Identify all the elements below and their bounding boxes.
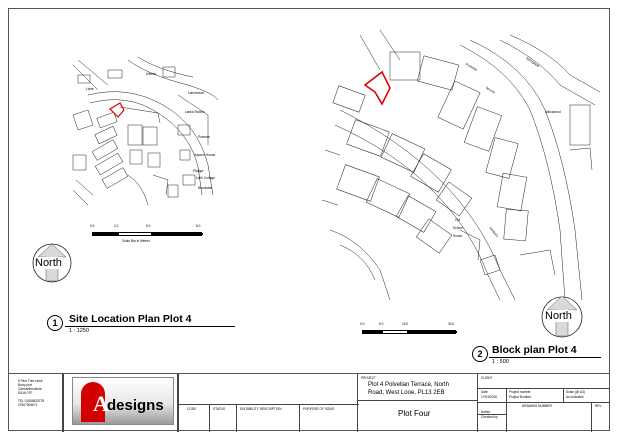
scale-label: Scale (@ A3) bbox=[566, 390, 585, 394]
view-number: 1 bbox=[52, 318, 58, 328]
scale-tick-label: 30.0 bbox=[448, 322, 455, 326]
scale-tick-label: 2.0 bbox=[114, 224, 119, 228]
scale-tick-label: 0.0 bbox=[360, 322, 365, 326]
project-number-value: Project Number bbox=[509, 395, 532, 399]
scale-tick-label: 0.0 bbox=[90, 224, 95, 228]
scale-tick-label: 8.0 bbox=[196, 224, 201, 228]
map-label: Haymor House bbox=[194, 153, 216, 157]
drawing-number-label: DRAWING NUMBER bbox=[522, 404, 552, 408]
view-title: Block plan Plot 4 bbox=[492, 344, 577, 356]
view-title-block bbox=[472, 343, 607, 371]
view-number: 2 bbox=[477, 349, 483, 359]
block-plan-map bbox=[320, 30, 600, 300]
column-header: CODE bbox=[187, 407, 197, 411]
scale-caption: Scale Bar in Metres bbox=[122, 239, 150, 243]
logo-cell bbox=[63, 374, 178, 432]
view-number-badge bbox=[47, 315, 63, 331]
site-scale-bar bbox=[90, 224, 220, 249]
map-label: School bbox=[453, 226, 463, 230]
drawing-name: Plot Four bbox=[398, 409, 431, 418]
address-line: 6 Pine Tree close bbox=[18, 379, 43, 383]
view-title-site bbox=[47, 313, 247, 343]
map-label: Kenbury bbox=[488, 226, 500, 238]
site-boundary-outline bbox=[110, 103, 124, 117]
map-label: Old bbox=[455, 218, 460, 222]
map-label: Alberta bbox=[146, 72, 157, 76]
block-plan-map-drawing bbox=[320, 30, 600, 300]
north-label: North bbox=[35, 257, 62, 269]
date-value: 17/04/2026 bbox=[481, 395, 497, 399]
client-label: CLIENT bbox=[481, 376, 493, 380]
address-cell bbox=[8, 374, 63, 432]
map-label: Brookside bbox=[198, 186, 213, 190]
column-header: SUITABILITY DESCRIPTION bbox=[240, 407, 282, 411]
logo-letter: A bbox=[93, 391, 109, 416]
author-label: Author bbox=[481, 410, 491, 414]
block-scale-bar bbox=[360, 322, 470, 342]
map-label: House bbox=[453, 234, 463, 238]
map-label: Leith Cottage bbox=[196, 176, 215, 180]
client-cell bbox=[478, 374, 610, 432]
logo-text: designs bbox=[107, 397, 164, 414]
project-number-label: Project number bbox=[509, 390, 531, 394]
map-label: Polmore bbox=[198, 135, 210, 139]
project-line: Road, West Looe, PL13 2EB bbox=[368, 390, 445, 396]
view-scale: 1 : 1250 bbox=[69, 328, 89, 334]
title-block bbox=[8, 373, 610, 432]
phone-line: 07507504671 bbox=[18, 403, 38, 407]
column-header: STATUS bbox=[213, 407, 226, 411]
project-cell bbox=[358, 374, 478, 432]
phone-line: TEL 01554833725 bbox=[18, 399, 45, 403]
map-label: Allmawood bbox=[545, 110, 561, 114]
address-line: Burry port bbox=[18, 383, 32, 387]
site-location-map bbox=[68, 55, 228, 215]
rev-label: REV bbox=[595, 404, 602, 408]
map-label: Latchmead bbox=[188, 91, 204, 95]
map-label: Springfield bbox=[525, 56, 540, 68]
date-label: Date bbox=[481, 390, 488, 394]
view-scale: 1 : 500 bbox=[492, 359, 509, 365]
column-header: PURPOSE OF ISSUE bbox=[303, 407, 335, 411]
scale-value: As indicated bbox=[566, 395, 584, 399]
company-logo bbox=[72, 377, 174, 425]
map-label: Lisbe bbox=[86, 87, 94, 91]
address-line: Carmarthenshire bbox=[18, 387, 42, 391]
map-label: Polvellan bbox=[464, 62, 479, 72]
view-number-badge bbox=[472, 346, 488, 362]
address-line: SA16 0TF bbox=[18, 391, 33, 395]
scale-tick-label: 15.0 bbox=[402, 322, 409, 326]
view-title: Site Location Plan Plot 4 bbox=[69, 313, 192, 325]
north-label: North bbox=[545, 310, 572, 322]
north-arrow bbox=[541, 293, 583, 340]
scale-bar-graphic bbox=[362, 330, 456, 334]
scale-bar-graphic bbox=[92, 232, 202, 236]
project-line: Plot 4 Polvellan Terrace, North bbox=[368, 382, 449, 388]
scale-tick-label: 5.0 bbox=[146, 224, 151, 228]
plot-boundary-outline bbox=[365, 72, 390, 104]
checked-label: Checked by bbox=[481, 415, 498, 419]
north-arrow bbox=[32, 241, 72, 286]
scale-tick-label: 5.0 bbox=[379, 322, 384, 326]
map-label: Lanka Robins bbox=[185, 110, 205, 114]
project-label: PROJECT bbox=[361, 376, 376, 380]
issue-table bbox=[178, 374, 358, 432]
map-label: Terrace bbox=[484, 85, 496, 95]
map-label: Ridge bbox=[193, 168, 204, 173]
